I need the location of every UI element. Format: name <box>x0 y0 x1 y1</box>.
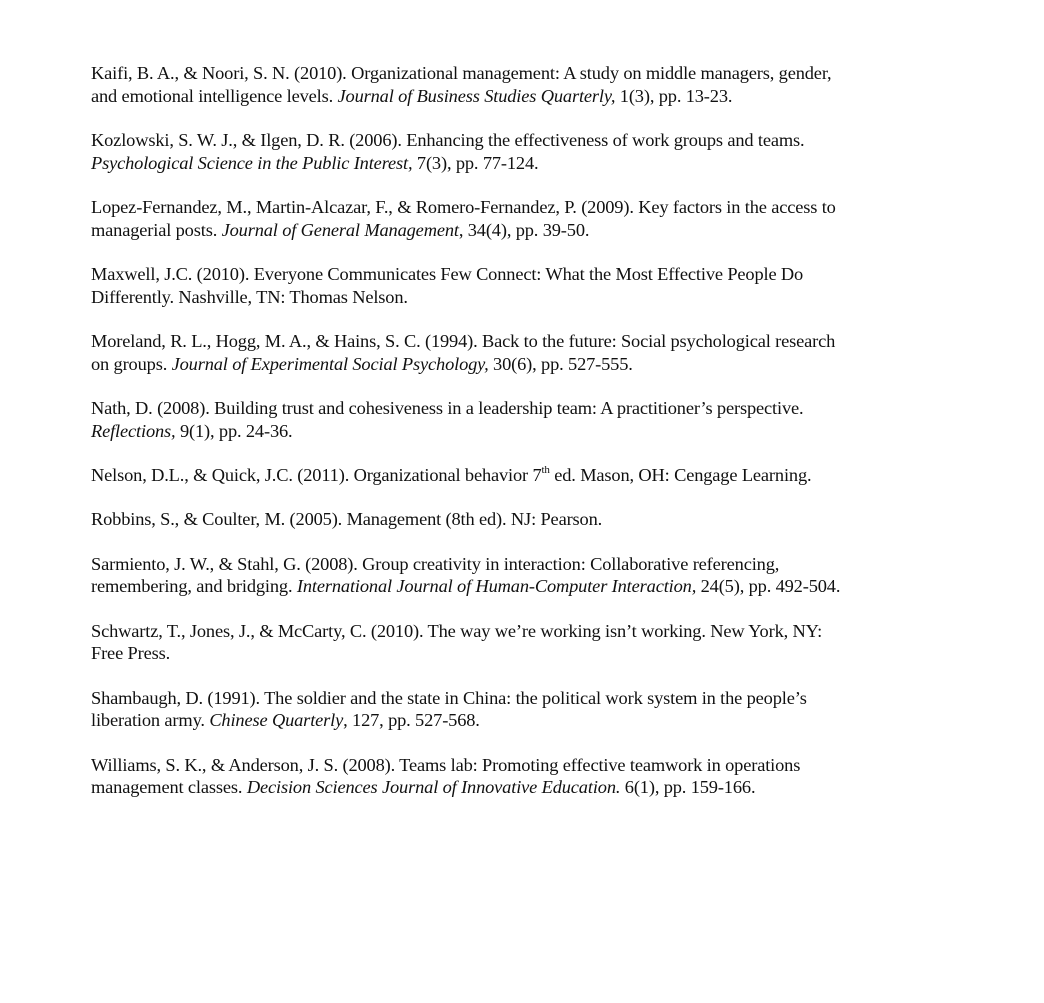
reference-source-title: Journal of General Management <box>221 219 459 240</box>
reference-line <box>91 709 911 732</box>
reference-text: on groups. <box>91 353 172 374</box>
reference-text: Schwartz, T., Jones, J., & McCarty, C. (2010). The way we’re working isn’t working. New York, NY: <box>91 620 823 641</box>
reference-text: Lopez-Fernandez, M., Martin-Alcazar, F., & Romero-Fernandez, P. (2009). Key factors in the access to <box>91 196 836 217</box>
reference-text: Kozlowski, S. W. J., & Ilgen, D. R. (2006). Enhancing the effectiveness of work groups and teams. <box>91 129 805 150</box>
reference-text: 24(5), pp. 492-504. <box>696 576 841 597</box>
reference-text: management classes. <box>91 777 247 798</box>
reference-line <box>91 353 911 376</box>
reference-text: Nelson, D.L., & Quick, J.C. (2011). Organizational behavior 7 <box>91 464 542 485</box>
reference-entry <box>91 330 911 375</box>
reference-source-title: International Journal of Human-Computer Interaction, <box>296 576 697 597</box>
reference-text: 30(6), pp. 527-555. <box>488 353 633 374</box>
reference-entry <box>91 196 911 241</box>
reference-text: Shambaugh, D. (1991). The soldier and the state in China: the political work system in the people’s <box>91 687 807 708</box>
reference-text: , 127, pp. 527-568. <box>343 710 480 731</box>
reference-text: 7(3), pp. 77-124. <box>412 152 539 173</box>
reference-entry <box>91 508 911 531</box>
reference-line <box>91 420 911 443</box>
reference-source-title: Decision Sciences Journal of Innovative Education. <box>246 777 621 798</box>
reference-text: 9(1), pp. 24-36. <box>175 420 293 441</box>
reference-text: Sarmiento, J. W., & Stahl, G. (2008). Group creativity in interaction: Collaborative referencing, <box>91 553 780 574</box>
reference-line <box>91 687 911 710</box>
reference-entry <box>91 397 911 442</box>
reference-line <box>91 508 911 531</box>
reference-text: , 34(4), pp. 39-50. <box>458 219 590 240</box>
reference-line <box>91 62 911 85</box>
reference-entry <box>91 754 911 799</box>
reference-entry <box>91 129 911 174</box>
reference-text: 1(3), pp. 13-23. <box>615 85 733 106</box>
reference-line <box>91 575 911 598</box>
reference-line <box>91 464 911 487</box>
reference-entry <box>91 553 911 598</box>
reference-text: 6(1), pp. 159-166. <box>620 777 756 798</box>
reference-line <box>91 196 911 219</box>
reference-text: Williams, S. K., & Anderson, J. S. (2008). Teams lab: Promoting effective teamwork in operations <box>91 754 801 775</box>
reference-entry <box>91 464 911 487</box>
reference-text: Nath, D. (2008). Building trust and cohesiveness in a leadership team: A practitioner’s perspective. <box>91 397 804 418</box>
reference-text: ed. Mason, OH: Cengage Learning. <box>549 464 812 485</box>
reference-text: Maxwell, J.C. (2010). Everyone Communicates Few Connect: What the Most Effective People Do <box>91 263 804 284</box>
reference-entry <box>91 263 911 308</box>
reference-source-title: Psychological Science in the Public Interest, <box>91 152 413 173</box>
reference-text: Kaifi, B. A., & Noori, S. N. (2010). Organizational management: A study on middle managers, gender, <box>91 63 832 83</box>
reference-entry <box>91 620 911 665</box>
reference-line <box>91 330 911 353</box>
reference-line <box>91 85 911 108</box>
reference-text: Free Press. <box>91 643 171 664</box>
reference-list <box>91 62 911 821</box>
reference-text: and emotional intelligence levels. <box>91 85 338 106</box>
reference-text: Moreland, R. L., Hogg, M. A., & Hains, S. C. (1994). Back to the future: Social psychological research <box>91 330 836 351</box>
reference-line <box>91 129 911 152</box>
reference-line <box>91 620 911 643</box>
reference-source-title: Journal of Experimental Social Psychology, <box>171 353 489 374</box>
reference-text: Robbins, S., & Coulter, M. (2005). Management (8th ed). NJ: Pearson. <box>91 509 603 530</box>
reference-superscript: th <box>541 463 550 476</box>
reference-line <box>91 263 911 286</box>
reference-source-title: Journal of Business Studies Quarterly, <box>337 85 616 106</box>
reference-entry <box>91 62 911 107</box>
reference-source-title: Chinese Quarterly <box>209 710 344 731</box>
reference-text: liberation army. <box>91 710 210 731</box>
reference-line <box>91 152 911 175</box>
reference-line <box>91 397 911 420</box>
reference-line <box>91 219 911 242</box>
reference-line <box>91 642 911 665</box>
reference-text: managerial posts. <box>91 219 222 240</box>
reference-line <box>91 754 911 777</box>
reference-line <box>91 286 911 309</box>
reference-line <box>91 776 911 799</box>
reference-line <box>91 553 911 576</box>
reference-source-title: Reflections, <box>91 420 176 441</box>
reference-text: Differently. Nashville, TN: Thomas Nelson. <box>91 286 408 307</box>
reference-entry <box>91 687 911 732</box>
reference-text: remembering, and bridging. <box>91 576 297 597</box>
